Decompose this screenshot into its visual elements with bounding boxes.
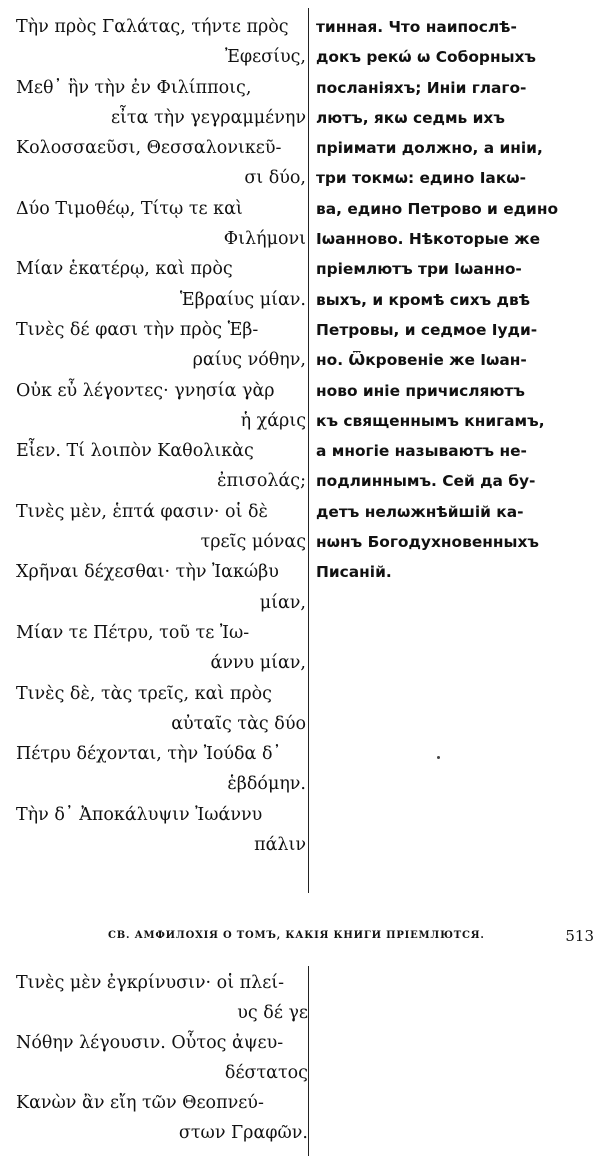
greek-line: Χρῆναι δέχεσθαι· τὴν Ἰακώβυ xyxy=(16,562,279,583)
greek-line: εἶτα τὴν γεγραμμένην xyxy=(110,107,306,128)
greek-line: Εἶεν. Τί λοιπὸν Καθολικὰς xyxy=(16,441,254,462)
slavonic-line: нѡнъ Богодухновенныхъ xyxy=(316,533,539,552)
slavonic-line: ва, едино Петрово и едино xyxy=(316,199,559,218)
greek-text-column-top xyxy=(16,12,306,860)
greek-line: υς δέ γε xyxy=(237,1003,308,1023)
slavonic-line: пріимати должно, а иніи, xyxy=(316,139,543,158)
greek-line: Τὴν δ᾽ Ἀποκάλυψιν Ἰωάννυ xyxy=(16,804,263,825)
greek-line: δέστατος xyxy=(224,1063,308,1083)
slavonic-line: Писаній. xyxy=(316,563,392,582)
greek-line: αὐταῖς τὰς δύο xyxy=(171,713,306,734)
greek-line: Νόθην λέγουσιν. Οὗτος ἀψευ- xyxy=(16,1033,284,1053)
greek-line: Ἐφεσίυς, xyxy=(224,47,306,68)
greek-line: μίαν, xyxy=(259,592,306,613)
greek-line: άννυ μίαν, xyxy=(210,653,306,674)
slavonic-line: лютъ, якѡ седмь ихъ xyxy=(316,108,505,127)
slavonic-line: докъ рекѡ́ ѡ Соборныхъ xyxy=(316,48,536,67)
greek-line: ραίυς νόθην, xyxy=(192,350,306,371)
greek-line: στων Γραφῶν. xyxy=(178,1123,308,1143)
slavonic-line: пріемлютъ три Іѡанно- xyxy=(316,260,522,279)
column-divider-top xyxy=(308,8,309,893)
greek-line: Πέτρυ δέχονται, τὴν Ἰούδα δ᾽ xyxy=(16,744,282,765)
greek-line: Οὐκ εὖ λέγοντες· γνησία γὰρ xyxy=(16,380,275,401)
page-number: 513 xyxy=(565,927,594,945)
greek-line: Μεθ᾽ ἣν τὴν ἐν Φιλίπποις, xyxy=(16,77,252,98)
slavonic-line: ново иніе причисляютъ xyxy=(316,381,525,400)
greek-line: Κανὼν ἂν εἴη τῶν Θεοπνεύ- xyxy=(16,1093,264,1113)
slavonic-line: подлиннымъ. Сей да бу- xyxy=(316,472,536,491)
greek-line: Ἑβραίυς μίαν. xyxy=(179,289,306,310)
ink-speck xyxy=(437,756,440,759)
greek-line: Φιλήμονι xyxy=(223,229,306,250)
running-header-title: СВ. АМФИЛОХІЯ О ТОМЪ, КАКІЯ КНИГИ ПРІЕМЛЮТСЯ. xyxy=(108,930,485,941)
greek-line: ἡ χάρις xyxy=(240,410,306,431)
greek-line: Τινὲς δέ φασι τὴν πρὸς Ἑβ- xyxy=(16,319,259,340)
slavonic-line: Петровы, и седмое Іуди- xyxy=(316,320,538,339)
greek-line: Τινὲς δὲ, τὰς τρεῖς, καὶ πρὸς xyxy=(16,683,272,704)
greek-line: Τινὲς μὲν, ἑπτά φασιν· οἱ δὲ xyxy=(16,501,268,522)
slavonic-line: Іѡанново. Нѣкоторые же xyxy=(316,230,541,249)
greek-line: Μίαν ἑκατέρῳ, καὶ πρὸς xyxy=(16,259,233,280)
running-header xyxy=(108,927,594,948)
slavonic-line: выхъ, и кромѣ сихъ двѣ xyxy=(316,290,531,309)
greek-line: Κολοσσαεῦσι, Θεσσαλονικεῦ- xyxy=(16,138,282,159)
column-divider-bottom xyxy=(308,966,309,1156)
greek-line: πάλιν xyxy=(254,835,306,856)
slavonic-text-column xyxy=(316,12,588,588)
slavonic-line: но. Ѿкровеніе же Іѡан- xyxy=(316,351,527,370)
greek-line: ἐπισολάς; xyxy=(217,471,306,492)
greek-text-column-bottom xyxy=(16,968,308,1148)
slavonic-line: тинная. Что наипослѣ- xyxy=(316,18,517,36)
slavonic-line: къ священнымъ книгамъ, xyxy=(316,411,545,430)
greek-line: τρεῖς μόνας xyxy=(200,532,306,553)
greek-line: Μίαν τε Πέτρυ, τοῦ τε Ἰω- xyxy=(16,622,250,643)
greek-line: Τὴν πρὸς Γαλάτας, τήντε πρὸς xyxy=(16,17,289,37)
slavonic-line: посланіяхъ; Иніи глаго- xyxy=(316,78,527,97)
slavonic-line: а многіе называютъ не- xyxy=(316,442,527,461)
greek-line: Τινὲς μὲν ἐγκρίνυσιν· οἱ πλεί- xyxy=(16,973,285,993)
greek-line: ἑβδόμην. xyxy=(227,774,306,795)
greek-line: Δύο Τιμοθέῳ, Τίτῳ τε καὶ xyxy=(16,198,243,219)
slavonic-line: три токмѡ: едино Іакѡ- xyxy=(316,169,527,188)
greek-line: σι δύο, xyxy=(244,168,306,189)
slavonic-line: детъ нелѡжнѣйшій ка- xyxy=(316,502,524,521)
